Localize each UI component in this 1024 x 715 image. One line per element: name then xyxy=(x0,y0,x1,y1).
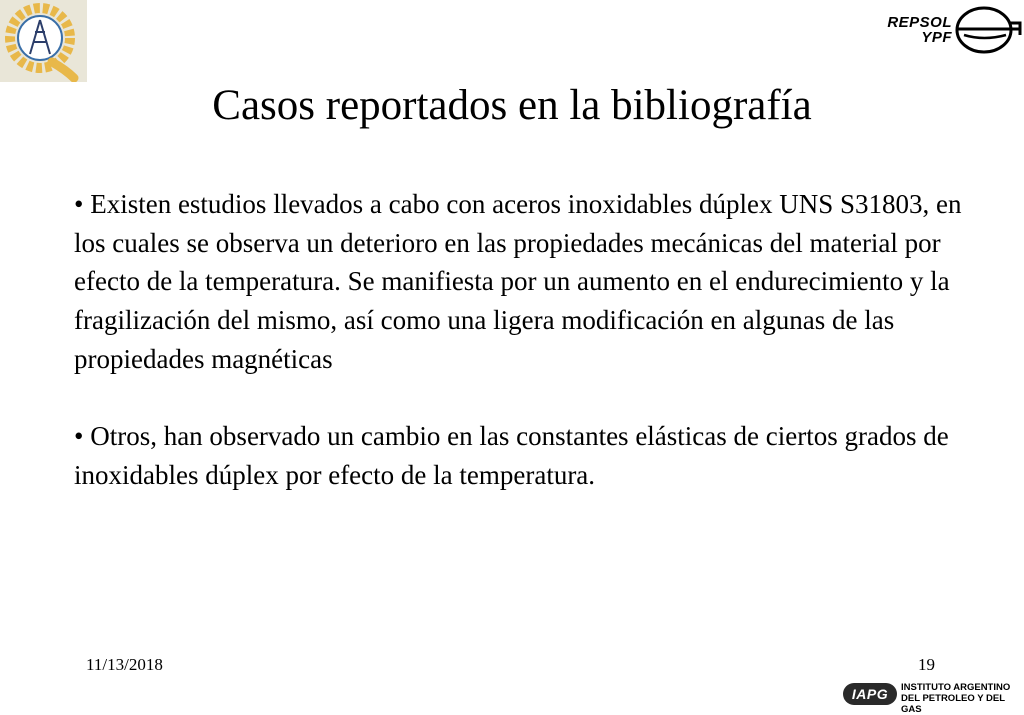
footer-date: 11/13/2018 xyxy=(86,655,163,674)
corner-logo xyxy=(0,0,87,82)
repsol-globe-icon xyxy=(954,5,1022,55)
repsol-wordmark: REPSOL xyxy=(887,14,952,31)
bullet-paragraph-1: • Existen estudios llevados a cabo con aceros inoxidables dúplex UNS S31803, en los cuales se observa un deterioro en las propiedades mecánicas del material por efecto de la temperatura. Se manifiesta por un aumento en el endurecimiento y la fragilización del mismo, así como una ligera modificación en algunas de las propiedades magnéticas xyxy=(74,189,962,374)
slide-body xyxy=(74,185,974,495)
footer-page-number: 19 xyxy=(918,655,935,674)
iapg-badge: IAPG xyxy=(843,683,897,705)
slide-title: Casos reportados en la bibliografía xyxy=(212,82,812,129)
gear-oil-rig-icon xyxy=(0,0,87,82)
repsol-ypf-logo xyxy=(862,5,1022,57)
iapg-name-line-1: INSTITUTO ARGENTINO xyxy=(901,682,1011,693)
ypf-wordmark: YPF xyxy=(921,29,952,46)
bullet-paragraph-2: • Otros, han observado un cambio en las constantes elásticas de ciertos grados de inoxidables dúplex por efecto de la temperatura. xyxy=(74,421,949,490)
iapg-name xyxy=(901,682,1021,715)
iapg-logo xyxy=(843,680,1021,715)
repsol-ypf-wordmark xyxy=(862,15,952,45)
iapg-name-line-2: DEL PETROLEO Y DEL GAS xyxy=(901,693,1005,715)
